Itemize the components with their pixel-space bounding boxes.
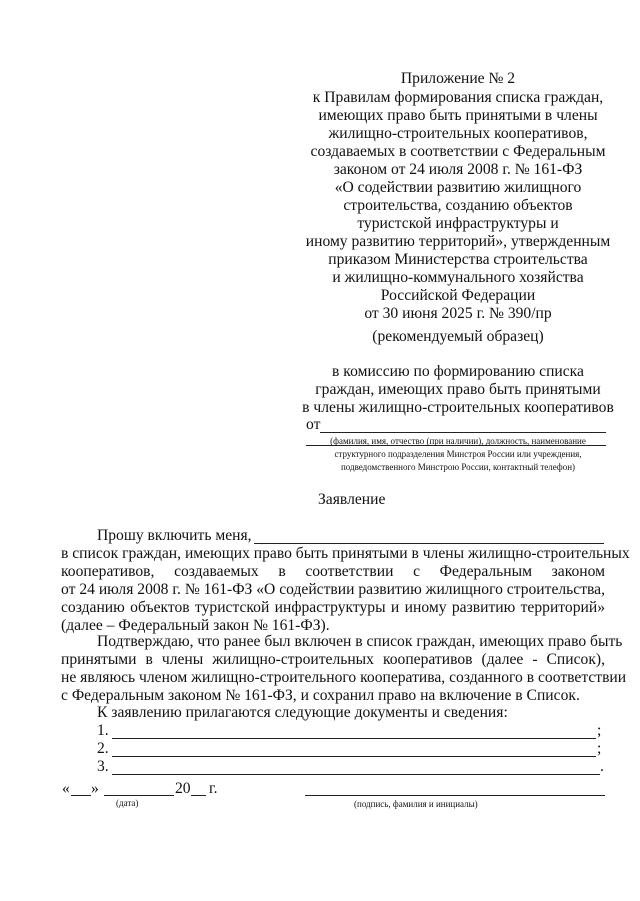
request-line: кооперативов, создаваемых в соответствии с Федеральным законом: [61, 563, 605, 580]
request-line: от 24 июля 2008 г. № 161-ФЗ «О содействии развитию жилищного строительства,: [61, 581, 605, 598]
confirmation-line-last: с Федеральным законом № 161-ФЗ, и сохранил право на включение в Список.: [61, 687, 580, 704]
date-label: (дата): [116, 798, 139, 808]
from-label: от: [306, 416, 321, 433]
request-line-last: (далее – Федеральный закон № 161-ФЗ).: [61, 617, 330, 634]
confirmation-line: Подтверждаю, что ранее был включен в список граждан, имеющих право быть: [97, 633, 623, 650]
request-intro: Прошу включить меня,: [97, 527, 252, 544]
header-line: жилищно-строительных кооперативов,: [328, 125, 588, 142]
addressee-line: в комиссию по формированию списка: [332, 363, 584, 380]
year-prefix: 20: [175, 780, 191, 797]
header-line: законом от 24 июля 2008 г. № 161-ФЗ: [333, 161, 583, 178]
header-line: иному развитию территорий», утвержденным: [305, 233, 611, 250]
header-line: и жилищно-коммунального хозяйства: [332, 269, 584, 286]
from-hint: (фамилия, имя, отчество (при наличии), должность, наименование: [330, 436, 586, 446]
date-year-field[interactable]: [191, 795, 206, 796]
attachment-number: 3.: [97, 758, 109, 775]
attachment-end: ;: [597, 722, 602, 739]
header-line: имеющих право быть принятыми в члены: [318, 107, 598, 124]
header-line: создаваемых в соответствии с Федеральным: [310, 143, 606, 160]
attachment-field-2[interactable]: [112, 756, 596, 757]
confirmation-line: принятыми в члены жилищно-строительных кооперативов (далее - Список),: [61, 651, 605, 668]
date-month-field[interactable]: [104, 795, 174, 796]
header-line: Российской Федерации: [380, 287, 536, 304]
request-line: в список граждан, имеющих право быть принятыми в члены жилищно-строительных: [61, 545, 630, 562]
year-suffix: г.: [209, 780, 218, 797]
header-line: к Правилам формирования списка граждан,: [312, 89, 604, 106]
applicant-name-field[interactable]: [254, 543, 604, 544]
sample-note: (рекомендуемый образец): [372, 328, 544, 345]
attachment-field-3[interactable]: [112, 774, 600, 775]
date-day-field[interactable]: [71, 795, 91, 796]
header-line: строительства, созданию объектов: [343, 197, 573, 214]
attachment-number: 1.: [97, 722, 109, 739]
document-title: Заявление: [318, 491, 386, 508]
attachment-field-1[interactable]: [112, 738, 596, 739]
addressee-line: в члены жилищно-строительных кооперативов: [302, 399, 614, 416]
request-line: созданию объектов туристской инфраструктуры и иному развитию территорий»: [61, 599, 605, 616]
attachment-end: ;: [597, 740, 602, 757]
order-date-line: от 30 июня 2025 г. № 390/пр: [364, 305, 552, 322]
confirmation-line: не являюсь членом жилищно-строительного кооператива, созданного в соответствии: [61, 669, 627, 686]
from-hint: подведомственного Минстрою России, контактный телефон): [340, 462, 576, 472]
addressee-line: граждан, имеющих право быть принятыми: [315, 381, 601, 398]
attachment-end: .: [600, 758, 604, 775]
header-line: «О содействии развитию жилищного: [334, 179, 582, 196]
from-hint: структурного подразделения Минстроя России или учреждения,: [334, 449, 582, 459]
appendix-number: Приложение № 2: [400, 70, 516, 87]
header-line: туристской инфраструктуры и: [357, 215, 559, 232]
date-open-quote: «: [62, 780, 70, 797]
signature-label: (подпись, фамилия и инициалы): [354, 799, 478, 809]
date-close-quote: »: [91, 780, 99, 797]
attachments-intro: К заявлению прилагаются следующие документы и сведения:: [97, 704, 508, 721]
signature-field[interactable]: [305, 795, 605, 796]
attachment-number: 2.: [97, 740, 109, 757]
from-field[interactable]: [320, 432, 606, 433]
header-line: приказом Министерства строительства: [328, 251, 588, 268]
